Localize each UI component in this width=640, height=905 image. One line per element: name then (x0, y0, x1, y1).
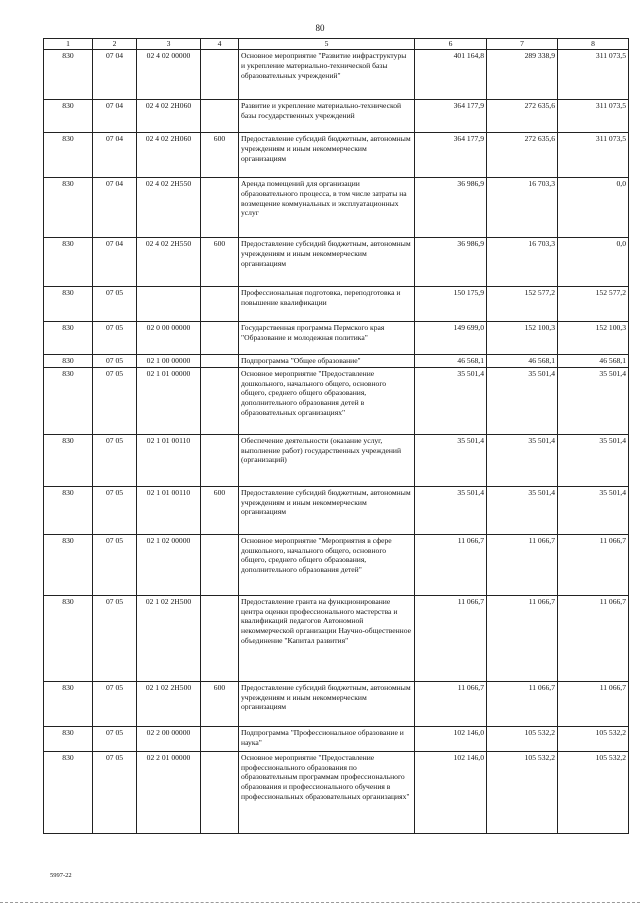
table-cell: 152 100,3 (558, 321, 629, 354)
table-cell: 152 577,2 (487, 286, 558, 321)
table-cell: 35 501,4 (415, 367, 487, 434)
table-cell: Предоставление субсидий бюджетным, автономным учреждениям и иным некоммерческим организациям (239, 132, 415, 177)
table-cell: 46 568,1 (415, 354, 487, 367)
table-cell: 02 1 01 00110 (137, 486, 201, 534)
table-cell: 11 066,7 (487, 595, 558, 681)
table-row (44, 49, 629, 99)
column-header: 6 (415, 39, 487, 50)
table-cell: 35 501,4 (558, 367, 629, 434)
table-cell: Основное мероприятие "Развитие инфраструктуры и укрепление материально-технической базы образовательных учреждений" (239, 49, 415, 99)
table-cell: 830 (44, 237, 93, 286)
table-cell: 46 568,1 (487, 354, 558, 367)
table-cell: Профессиональная подготовка, переподготовка и повышение квалификации (239, 286, 415, 321)
table-cell (201, 751, 239, 833)
table-cell: 600 (201, 681, 239, 726)
table-row (44, 486, 629, 534)
table-cell: 11 066,7 (487, 681, 558, 726)
table-cell: 830 (44, 595, 93, 681)
table-cell: 830 (44, 286, 93, 321)
table-cell: 35 501,4 (558, 486, 629, 534)
table-row (44, 132, 629, 177)
table-cell: 11 066,7 (558, 681, 629, 726)
column-header: 1 (44, 39, 93, 50)
table-cell: 105 532,2 (558, 751, 629, 833)
table-cell: 35 501,4 (415, 486, 487, 534)
table-cell: 830 (44, 434, 93, 486)
table-cell: 07 04 (93, 99, 137, 132)
table-cell: 07 05 (93, 354, 137, 367)
table-cell: 35 501,4 (487, 434, 558, 486)
table-cell (201, 354, 239, 367)
table-row (44, 726, 629, 751)
scan-edge-line (0, 900, 640, 903)
table-cell: 07 05 (93, 681, 137, 726)
table-cell: Предоставление гранта на функционирование центра оценки профессионального мастерства и квалификаций педагогов Автономной некоммерческой организации Научно-общественное объединение "Капитал развития" (239, 595, 415, 681)
table-cell: Предоставление субсидий бюджетным, автономным учреждениям и иным некоммерческим организациям (239, 681, 415, 726)
table-cell: 830 (44, 681, 93, 726)
column-header: 3 (137, 39, 201, 50)
table-cell: 830 (44, 354, 93, 367)
table-cell: 830 (44, 321, 93, 354)
table-cell: 830 (44, 49, 93, 99)
table-cell (201, 595, 239, 681)
table-cell: 02 4 02 00000 (137, 49, 201, 99)
table-cell: 02 4 02 2Н060 (137, 132, 201, 177)
table-cell: 35 501,4 (487, 367, 558, 434)
table-cell: 02 0 00 00000 (137, 321, 201, 354)
table-cell: 07 05 (93, 534, 137, 595)
table-cell (201, 367, 239, 434)
table-row (44, 595, 629, 681)
table-body (44, 49, 629, 833)
table-cell: 07 05 (93, 726, 137, 751)
table-cell: 152 577,2 (558, 286, 629, 321)
column-header: 4 (201, 39, 239, 50)
table-cell: Основное мероприятие "Мероприятия в сфере дошкольного, начального общего, основного общего, среднего общего образования, дополнительного образования детей" (239, 534, 415, 595)
table-cell: Развитие и укрепление материально-технической базы государственных учреждений (239, 99, 415, 132)
table-row (44, 354, 629, 367)
table-cell: 11 066,7 (415, 534, 487, 595)
table-cell: 02 4 02 2Н060 (137, 99, 201, 132)
page-number: 80 (315, 23, 325, 33)
table-cell: Подпрограмма "Профессиональное образование и наука" (239, 726, 415, 751)
table-cell: 02 1 02 00000 (137, 534, 201, 595)
table-cell: 35 501,4 (415, 434, 487, 486)
table-cell: 07 04 (93, 49, 137, 99)
table-cell: 02 1 00 00000 (137, 354, 201, 367)
table-cell: 07 05 (93, 367, 137, 434)
table-cell: 02 1 01 00110 (137, 434, 201, 486)
table-cell: 07 05 (93, 751, 137, 833)
table-cell: 102 146,0 (415, 751, 487, 833)
table-cell: 02 4 02 2Н550 (137, 237, 201, 286)
table-cell: 401 164,8 (415, 49, 487, 99)
table-cell: 11 066,7 (415, 595, 487, 681)
table-cell: Предоставление субсидий бюджетным, автономным учреждениям и иным некоммерческим организациям (239, 237, 415, 286)
table-cell: 35 501,4 (487, 486, 558, 534)
table-cell: 600 (201, 132, 239, 177)
table-cell: 272 635,6 (487, 99, 558, 132)
table-cell: Основное мероприятие "Предоставление дошкольного, начального общего, основного общего, среднего общего образования, дополнительного образования детей в образовательных организациях" (239, 367, 415, 434)
column-header: 8 (558, 39, 629, 50)
table-cell: Аренда помещений для организации образовательного процесса, в том числе затраты на возмещение коммунальных и эксплуатационных услуг (239, 177, 415, 237)
table-cell: 830 (44, 132, 93, 177)
table-cell: 830 (44, 751, 93, 833)
table-cell: 364 177,9 (415, 132, 487, 177)
table-cell: 0,0 (558, 177, 629, 237)
table-cell: Предоставление субсидий бюджетным, автономным учреждениям и иным некоммерческим организациям (239, 486, 415, 534)
table-cell: 16 703,3 (487, 177, 558, 237)
table-cell (201, 286, 239, 321)
table-row (44, 751, 629, 833)
table-cell: 02 1 02 2Н500 (137, 681, 201, 726)
table-cell: 07 04 (93, 237, 137, 286)
table-cell: 07 05 (93, 434, 137, 486)
table-cell: 150 175,9 (415, 286, 487, 321)
table-cell: 16 703,3 (487, 237, 558, 286)
table-cell: 02 1 01 00000 (137, 367, 201, 434)
table-cell: 0,0 (558, 237, 629, 286)
table-cell: 02 2 01 00000 (137, 751, 201, 833)
table-row (44, 286, 629, 321)
table-cell: 830 (44, 486, 93, 534)
table-cell: 105 532,2 (487, 726, 558, 751)
table-cell (201, 177, 239, 237)
table-cell: 830 (44, 367, 93, 434)
table-cell: 364 177,9 (415, 99, 487, 132)
table-cell: 105 532,2 (558, 726, 629, 751)
table-row (44, 681, 629, 726)
table-row (44, 237, 629, 286)
table-cell: Подпрограмма "Общее образование" (239, 354, 415, 367)
table-cell: 07 04 (93, 177, 137, 237)
table-cell (201, 49, 239, 99)
table-cell: 07 05 (93, 486, 137, 534)
document-code: 5997-22 (50, 872, 72, 879)
table-row (44, 434, 629, 486)
table-header-row (44, 39, 629, 50)
table-cell (201, 534, 239, 595)
table-cell: 272 635,6 (487, 132, 558, 177)
table-cell: 11 066,7 (415, 681, 487, 726)
table-cell: 152 100,3 (487, 321, 558, 354)
table-row (44, 177, 629, 237)
table-cell: 311 073,5 (558, 132, 629, 177)
table-cell: 07 05 (93, 286, 137, 321)
table-cell: 311 073,5 (558, 49, 629, 99)
table-row (44, 367, 629, 434)
table-cell: 46 568,1 (558, 354, 629, 367)
table-cell (201, 321, 239, 354)
table-cell: 02 2 00 00000 (137, 726, 201, 751)
table-cell: 02 4 02 2Н550 (137, 177, 201, 237)
table-cell: 11 066,7 (558, 595, 629, 681)
table-cell: 830 (44, 534, 93, 595)
table-row (44, 534, 629, 595)
table-cell: 02 1 02 2Н500 (137, 595, 201, 681)
table-cell: 105 532,2 (487, 751, 558, 833)
table-cell: 289 338,9 (487, 49, 558, 99)
table-cell: 600 (201, 237, 239, 286)
table-cell: Государственная программа Пермского края "Образование и молодежная политика" (239, 321, 415, 354)
table-cell: 311 073,5 (558, 99, 629, 132)
table-cell (201, 99, 239, 132)
table-cell: 07 04 (93, 132, 137, 177)
table-cell: 35 501,4 (558, 434, 629, 486)
table-cell (201, 434, 239, 486)
table-cell (137, 286, 201, 321)
table-cell: 600 (201, 486, 239, 534)
table-cell: 07 05 (93, 595, 137, 681)
table-cell: Обеспечение деятельности (оказание услуг, выполнение работ) государственных учреждений (организаций) (239, 434, 415, 486)
column-header: 2 (93, 39, 137, 50)
table-row (44, 321, 629, 354)
budget-table (43, 38, 629, 834)
table-cell: 36 986,9 (415, 237, 487, 286)
column-header: 7 (487, 39, 558, 50)
column-header: 5 (239, 39, 415, 50)
table-cell: 830 (44, 177, 93, 237)
table-cell (201, 726, 239, 751)
table-cell: 830 (44, 726, 93, 751)
table-cell: 36 986,9 (415, 177, 487, 237)
table-cell: 11 066,7 (558, 534, 629, 595)
table-cell: 11 066,7 (487, 534, 558, 595)
table-cell: 102 146,0 (415, 726, 487, 751)
table-cell: 149 699,0 (415, 321, 487, 354)
table-row (44, 99, 629, 132)
table-cell: 07 05 (93, 321, 137, 354)
table-cell: 830 (44, 99, 93, 132)
table-cell: Основное мероприятие "Предоставление профессионального образования по образовательным программам профессионального образования и профессионального обучения в профессиональных образовательных организациях" (239, 751, 415, 833)
